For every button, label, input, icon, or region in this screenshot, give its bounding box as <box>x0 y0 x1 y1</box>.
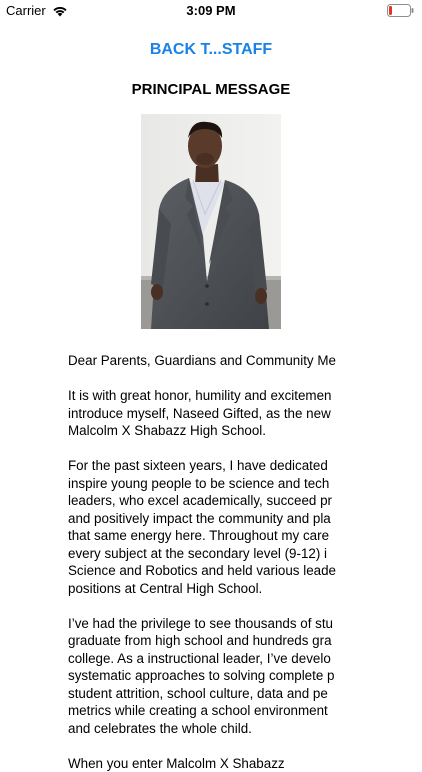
page-title: PRINCIPAL MESSAGE <box>0 81 422 98</box>
message-paragraph <box>68 615 358 738</box>
message-line: and positively impact the community and pla <box>68 510 358 528</box>
message-line: When you enter Malcolm X Shabazz <box>68 755 358 772</box>
message-line: that same energy here. Throughout my care <box>68 527 358 545</box>
message-line: I’ve had the privilege to see thousands of stu <box>68 615 358 633</box>
message-line: systematic approaches to solving complete p <box>68 667 358 685</box>
message-line: college. As a instructional leader, I’ve develo <box>68 650 358 668</box>
message-line: It is with great honor, humility and excitemen <box>68 387 358 405</box>
status-time: 3:09 PM <box>0 3 422 18</box>
message-line: Dear Parents, Guardians and Community Me <box>68 352 358 370</box>
message-paragraph <box>68 457 358 597</box>
message-line: student attrition, school culture, data and pe <box>68 685 358 703</box>
principal-photo <box>141 114 281 329</box>
message-line: leaders, who excel academically, succeed pr <box>68 492 358 510</box>
status-bar <box>0 0 422 22</box>
message-line: metrics while creating a school environment <box>68 702 358 720</box>
message-paragraph <box>68 387 358 440</box>
principal-message-body <box>68 352 358 750</box>
message-paragraph <box>68 352 358 370</box>
message-line: introduce myself, Naseed Gifted, as the new <box>68 405 358 423</box>
message-line: inspire young people to be science and tech <box>68 475 358 493</box>
message-line: and celebrates the whole child. <box>68 720 358 738</box>
message-line: Malcolm X Shabazz High School. <box>68 422 358 440</box>
message-line: every subject at the secondary level (9-12) i <box>68 545 358 563</box>
message-line: For the past sixteen years, I have dedicated <box>68 457 358 475</box>
message-line: positions at Central High School. <box>68 580 358 598</box>
message-line: Science and Robotics and held various leade <box>68 562 358 580</box>
battery-icon <box>387 4 414 17</box>
carrier-label: Carrier <box>6 3 46 18</box>
message-paragraph <box>68 755 358 772</box>
message-line: graduate from high school and hundreds gra <box>68 632 358 650</box>
back-to-staff-button[interactable]: BACK T...STAFF <box>0 41 422 59</box>
